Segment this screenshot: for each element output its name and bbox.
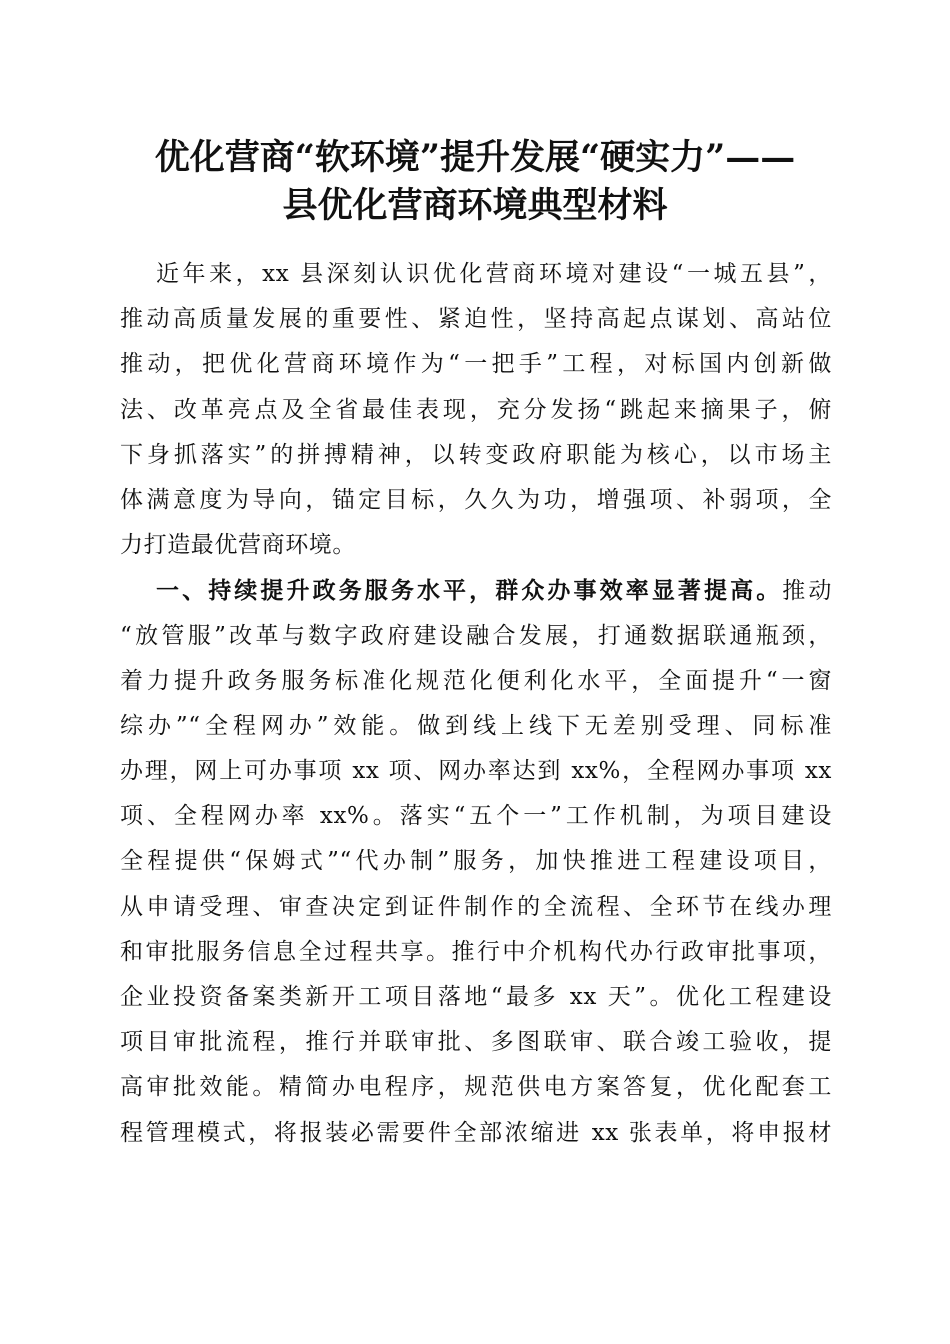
paragraph-1-line: 推动，把优化营商环境作为“一把手”工程，对标国内创新做 <box>120 351 832 378</box>
section-1-line: 办理，网上可办事项 xx 项、网办率达到 xx%，全程网办事项 xx <box>120 758 832 785</box>
section-1-heading: 一、持续提升政务服务水平，群众办事效率显著提高。 <box>156 577 783 605</box>
paragraph-1-line: 体满意度为导向，锚定目标，久久为功，增强项、补弱项，全 <box>120 486 832 513</box>
section-1-line: 企业投资备案类新开工项目落地“最多 xx 天”。优化工程建设 <box>120 984 832 1010</box>
section-1-line: 综办”“全程网办”效能。做到线上线下无差别受理、同标准 <box>120 712 832 739</box>
section-1-line: 和审批服务信息全过程共享。推行中介机构代办行政审批事项， <box>120 938 832 965</box>
document-body <box>120 252 832 1156</box>
section-1-line: 项目审批流程，推行并联审批、多图联审、联合竣工验收，提 <box>120 1029 832 1056</box>
section-1-first-line-text: 推动 <box>782 578 832 605</box>
section-1-line: 高审批效能。精简办电程序，规范供电方案答复，优化配套工 <box>120 1074 832 1101</box>
paragraph-1-line: 法、改革亮点及全省最佳表现，充分发扬“跳起来摘果子，俯 <box>120 396 832 423</box>
document-title-line-2: 县优化营商环境典型材料 <box>282 185 668 226</box>
section-1-line: 从申请受理、审查决定到证件制作的全流程、全环节在线办理 <box>120 893 832 920</box>
section-1-line: “放管服”改革与数字政府建设融合发展，打通数据联通瓶颈， <box>120 622 832 649</box>
section-1-line: 全程提供“保姆式”“代办制”服务，加快推进工程建设项目， <box>120 848 832 875</box>
paragraph-1-line: 近年来，xx 县深刻认识优化营商环境对建设“一城五县”， <box>156 261 832 287</box>
section-1-first-line <box>120 568 832 613</box>
document-title-line-1: 优化营商“软环境”提升发展“硬实力”—— <box>154 137 796 178</box>
paragraph-1-line: 力打造最优营商环境。 <box>120 532 356 559</box>
paragraph-1-line: 推动高质量发展的重要性、紧迫性，坚持高起点谋划、高站位 <box>120 306 832 333</box>
section-1-line: 程管理模式，将报装必需要件全部浓缩进 xx 张表单，将申报材 <box>120 1119 832 1146</box>
section-1-line: 着力提升政务服务标准化规范化便利化水平，全面提升“一窗 <box>120 667 832 694</box>
paragraph-1-line: 下身抓落实”的拼搏精神，以转变政府职能为核心，以市场主 <box>120 441 832 468</box>
section-1-line: 项、全程网办率 xx%。落实“五个一”工作机制，为项目建设 <box>120 803 832 830</box>
